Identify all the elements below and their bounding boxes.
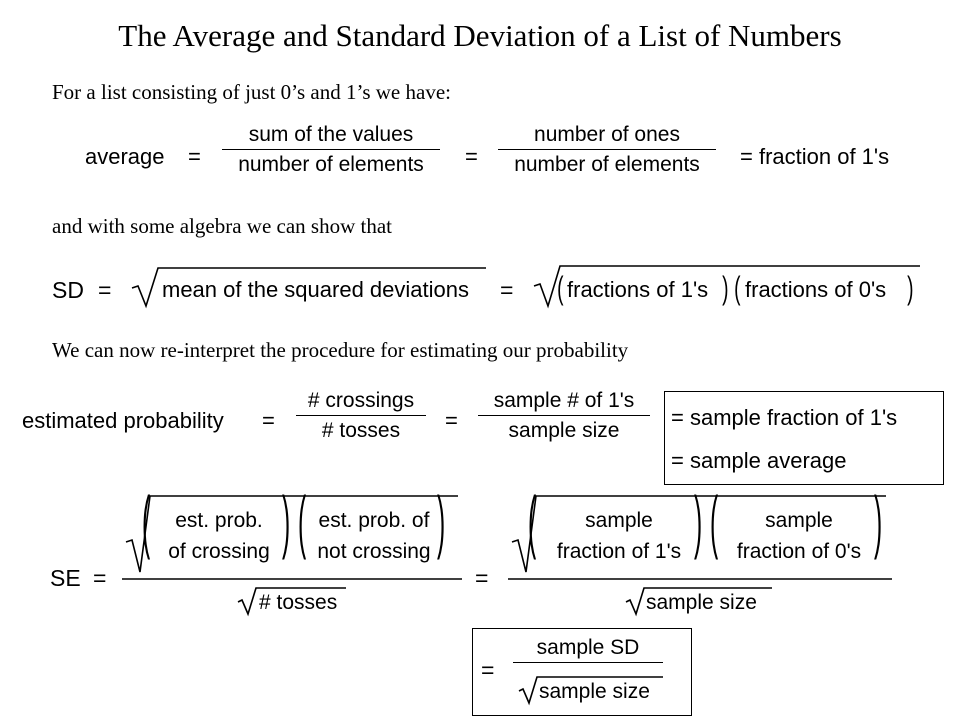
fraction-of-zeros-line2: fraction of 0's [736, 540, 862, 563]
equals-sign: = [500, 277, 514, 303]
mean-squared-deviations-text: mean of the squared deviations [162, 277, 469, 302]
fraction-bar [508, 578, 892, 582]
equals-sign: = [465, 144, 478, 169]
fraction-numerator: sum of the values [248, 123, 414, 146]
crossings-over-tosses-fraction [296, 390, 426, 441]
left-paren: ( [710, 482, 719, 560]
sum-over-count-fraction [222, 124, 440, 175]
sd-label: SD [52, 277, 84, 303]
sample-size-denominator: sample size [539, 680, 650, 703]
equals-sign: = [445, 408, 458, 433]
fraction-denominator: number of elements [238, 153, 424, 176]
equals-sign: = [481, 657, 495, 683]
equals-sign: = [98, 277, 112, 303]
fraction-of-ones-line2: fraction of 1's [556, 540, 682, 563]
average-label: average [85, 144, 165, 169]
fraction-of-ones-factor: fractions of 1's [567, 277, 709, 302]
fraction-numerator: # crossings [307, 389, 415, 412]
sample-line1: sample [765, 509, 833, 532]
sample-ones-over-size-fraction [478, 390, 650, 441]
fraction-numerator: sample SD [536, 636, 640, 659]
sample-fraction-of-zeros [716, 510, 882, 562]
sample-fraction-box [664, 391, 944, 485]
equals-sign: = [188, 144, 201, 169]
left-paren: ( [557, 270, 564, 306]
fraction-denominator: # tosses [321, 419, 401, 442]
left-paren: ( [298, 482, 307, 560]
ones-over-count-fraction [498, 124, 716, 175]
se-label: SE [50, 565, 81, 591]
sample-fraction-of-ones [536, 510, 702, 562]
sd-over-root-size-fraction [513, 637, 663, 663]
sample-average-line: = sample average [671, 448, 847, 473]
est-prob-line1: est. prob. [175, 509, 263, 532]
est-prob-of-line1: est. prob. of [318, 509, 430, 532]
tosses-denominator: # tosses [259, 591, 338, 614]
est-prob-crossing [150, 510, 288, 562]
fraction-of-ones-result: = fraction of 1's [740, 144, 890, 169]
estimated-probability-label: estimated probability [22, 408, 224, 433]
sample-sd-box [472, 628, 692, 716]
fraction-denominator: sample size [508, 419, 620, 442]
right-paren: ) [282, 482, 291, 560]
equals-sign: = [475, 565, 489, 591]
left-paren: ( [142, 482, 151, 560]
sample-line1: sample [585, 509, 653, 532]
fraction-numerator: number of ones [534, 123, 680, 146]
sample-fraction-line: = sample fraction of 1's [671, 405, 898, 430]
reinterpret-text: We can now re-interpret the procedure for estimating our probability [52, 338, 629, 362]
right-paren: ) [694, 482, 703, 560]
page-title: The Average and Standard Deviation of a List of Numbers [118, 18, 842, 53]
left-paren: ( [528, 482, 537, 560]
equals-sign: = [262, 408, 275, 433]
fraction-denominator: number of elements [514, 153, 700, 176]
right-paren: ) [437, 482, 446, 560]
not-crossing-line2: not crossing [317, 540, 431, 563]
sample-size-denominator: sample size [646, 591, 757, 614]
right-paren: ) [907, 270, 914, 306]
right-paren: ) [874, 482, 883, 560]
fraction-numerator: sample # of 1's [493, 389, 635, 412]
algebra-text: and with some algebra we can show that [52, 214, 392, 238]
left-paren: ( [734, 270, 741, 306]
est-prob-not-crossing [304, 510, 444, 562]
intro-text: For a list consisting of just 0’s and 1’s we have: [52, 80, 451, 104]
right-paren: ) [722, 270, 729, 306]
fraction-bar [122, 578, 462, 582]
fraction-of-zeros-factor: fractions of 0's [745, 277, 887, 302]
equals-sign: = [93, 565, 107, 591]
est-prob-line2: of crossing [168, 540, 270, 563]
